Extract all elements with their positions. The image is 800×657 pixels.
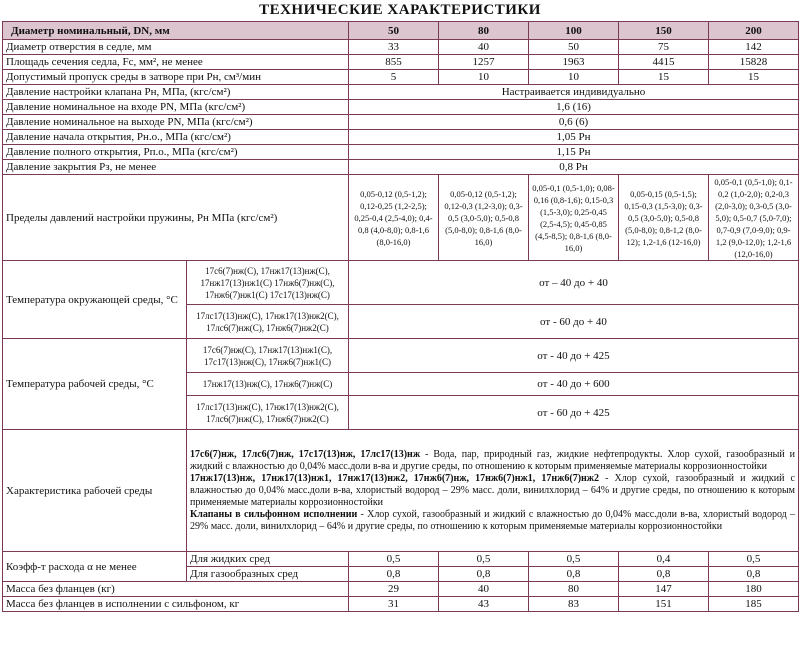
row-spring-range [3, 175, 799, 261]
row-mass [3, 582, 799, 597]
cell-value: 0,4 [619, 552, 709, 567]
cell-value: 180 [709, 582, 799, 597]
header-label: Диаметр номинальный, DN, мм [3, 22, 349, 40]
row-closing [3, 160, 799, 175]
row-full-opening [3, 145, 799, 160]
cell-spring-range: 0,05-0,12 (0,5-1,2); 0,12-0,25 (1,2-2,5); 0,25-0,4 (2,5-4,0); 0,4-0,8 (4,0-8,0); 0,8-1,6 (8,0-16,0) [349, 175, 439, 261]
cell-value: 1,05 Рн [349, 130, 799, 145]
cell-value: 50 [529, 40, 619, 55]
row-label: Давление начала открытия, Рн.о., МПа (кгс/см²) [3, 130, 349, 145]
cell-value: 75 [619, 40, 709, 55]
cell-value: 0,8 [349, 567, 439, 582]
dn-80: 80 [439, 22, 529, 40]
cell-value: 0,5 [709, 552, 799, 567]
cell-value: 40 [439, 582, 529, 597]
row-leakage [3, 70, 799, 85]
cell-value: 31 [349, 597, 439, 612]
cell-value: 15828 [709, 55, 799, 70]
sub-label: Для жидких сред [187, 552, 349, 567]
cell-value: 29 [349, 582, 439, 597]
row-label: Давление номинальное на входе PN, МПа (кгс/см²) [3, 100, 349, 115]
row-label: Давление настройки клапана Рн, МПа, (кгс/см²) [3, 85, 349, 100]
materials-cell: 17нж17(13)нж(С), 17нж6(7)нж(С) [187, 373, 349, 396]
specifications-table [2, 21, 799, 612]
row-label: Давление закрытия Рз, не менее [3, 160, 349, 175]
page-title: ТЕХНИЧЕСКИЕ ХАРАКТЕРИСТИКИ [259, 2, 541, 18]
cell-value: 40 [439, 40, 529, 55]
cell-value: 1257 [439, 55, 529, 70]
cell-value: 15 [709, 70, 799, 85]
row-label: Температура окружающей среды, °С [3, 261, 187, 339]
cell-value: 0,8 [529, 567, 619, 582]
materials-cell: 17с6(7)нж(С), 17нж17(13)нж1(С), 17с17(13)нж(С), 17нж6(7)нж1(С) [187, 339, 349, 373]
media-paragraph-1 [190, 449, 795, 473]
cell-value: 80 [529, 582, 619, 597]
media-paragraph-2 [190, 473, 795, 509]
materials-cell: 17с6(7)нж(С), 17нж17(13)нж(С), 17нж17(13)нж1(С) 17нж6(7)нж(С), 17нж6(7)нж1(С) 17с17(13)нж(С) [187, 261, 349, 305]
row-seat-area [3, 55, 799, 70]
cell-value: 0,6 (6) [349, 115, 799, 130]
cell-value: 147 [619, 582, 709, 597]
cell-value: 1,15 Рн [349, 145, 799, 160]
materials-cell: 17лс17(13)нж(С), 17нж17(13)нж2(С), 17лс6(7)нж(С), 17нж6(7)нж2(С) [187, 305, 349, 339]
cell-spring-range: 0,05-0,1 (0,5-1,0); 0,1-0,2 (1,0-2,0); 0,2-0,3 (2,0-3,0); 0,3-0,5 (3,0-5,0); 0,5-0,7 (5,0-7,0); 0,7-0,9 (7,0-9,0); 0,9-1,2 (9,0-12,0); 1,2-1,6 (12,0-16,0) [709, 175, 799, 261]
cell-value: 0,5 [529, 552, 619, 567]
cell-value: 15 [619, 70, 709, 85]
cell-value: 1963 [529, 55, 619, 70]
row-label: Масса без фланцев (кг) [3, 582, 349, 597]
cell-value: Настраивается индивидуально [349, 85, 799, 100]
cell-value: 83 [529, 597, 619, 612]
header-row [3, 22, 799, 40]
media-p1-text: - Вода, пар, природный газ, жидкие нефтепродукты. Хлор сухой, газообразный и жидкий с влажностью до 0,04% масс.доли в-ва и другие среды, по отношению к которым применяемые материалы коррозионностойки [190, 448, 796, 472]
dn-50: 50 [349, 22, 439, 40]
cell-value: 10 [529, 70, 619, 85]
dn-200: 200 [709, 22, 799, 40]
cell-value: 142 [709, 40, 799, 55]
cell-value: 151 [619, 597, 709, 612]
row-label: Масса без фланцев в исполнении с сильфоном, кг [3, 597, 349, 612]
materials-cell: 17лс17(13)нж(С), 17нж17(13)нж2(С), 17лс6(7)нж(С), 17нж6(7)нж2(С) [187, 396, 349, 430]
row-label: Характеристика рабочей среды [3, 430, 187, 552]
row-seat-diameter [3, 40, 799, 55]
row-mass-bellows [3, 597, 799, 612]
row-label: Площадь сечения седла, Fc, мм², не менее [3, 55, 349, 70]
media-paragraph-3 [190, 509, 795, 533]
cell-value: 0,8 Рн [349, 160, 799, 175]
row-opening-start [3, 130, 799, 145]
cell-value: 0,5 [439, 552, 529, 567]
row-label: Давление полного открытия, Рп.о., МПа (кгс/см²) [3, 145, 349, 160]
cell-value: 0,8 [619, 567, 709, 582]
cell-value: 0,5 [349, 552, 439, 567]
row-working-temp-1 [3, 339, 799, 373]
dn-150: 150 [619, 22, 709, 40]
temperature-range: от – 40 до + 40 [349, 261, 799, 305]
row-label: Диаметр отверстия в седле, мм [3, 40, 349, 55]
cell-value: 1,6 (16) [349, 100, 799, 115]
cell-value: 43 [439, 597, 529, 612]
cell-spring-range: 0,05-0,1 (0,5-1,0); 0,08-0,16 (0,8-1,6); 0,15-0,3 (1,5-3,0); 0,25-0,45 (2,5-4,5); 0,45-0,85 (4,5-8,5); 0,8-1,6 (8,0-16,0) [529, 175, 619, 261]
cell-value: 4415 [619, 55, 709, 70]
cell-value: 185 [709, 597, 799, 612]
cell-value: 33 [349, 40, 439, 55]
temperature-range: от - 40 до + 600 [349, 373, 799, 396]
media-p3-title: Клапаны в сильфонном исполнении [190, 508, 358, 520]
row-label: Пределы давлений настройки пружины, Рн МПа (кгс/см²) [3, 175, 349, 261]
temperature-range: от - 60 до + 40 [349, 305, 799, 339]
media-p1-grades: 17с6(7)нж, 17лс6(7)нж, 17с17(13)нж, 17лс17(13)нж [190, 448, 421, 460]
dn-100: 100 [529, 22, 619, 40]
cell-spring-range: 0,05-0,12 (0,5-1,2); 0,12-0,3 (1,2-3,0); 0,3-0,5 (3,0-5,0); 0,5-0,8 (5,0-8,0); 0,8-1,6 (8,0-16,0) [439, 175, 529, 261]
cell-value: 0,8 [439, 567, 529, 582]
cell-value: 5 [349, 70, 439, 85]
cell-value: 0,8 [709, 567, 799, 582]
row-label: Температура рабочей среды, °С [3, 339, 187, 430]
row-label: Допустимый пропуск среды в затворе при Рн, см³/мин [3, 70, 349, 85]
media-description [187, 430, 799, 552]
row-media [3, 430, 799, 552]
row-label: Коэфф-т расхода α не менее [3, 552, 187, 582]
media-p2-text: - Хлор сухой, газообразный и жидкий с влажностью до 0,04% масс.доли в-ва, хлористый водород – 29% масс. доли, винилхлорид – 64% и другие среды, по отношению к которым применяемые материалы коррозионностойки [190, 472, 795, 508]
cell-value: 855 [349, 55, 439, 70]
sub-label: Для газообразных сред [187, 567, 349, 582]
temperature-range: от - 60 до + 425 [349, 396, 799, 430]
row-inlet-pressure [3, 100, 799, 115]
media-p2-grades: 17нж17(13)нж, 17нж17(13)нж1, 17нж17(13)нж2, 17нж6(7)нж, 17нж6(7)нж1, 17нж6(7)нж2 [190, 472, 600, 484]
row-ambient-temp-1 [3, 261, 799, 305]
row-set-pressure [3, 85, 799, 100]
row-label: Давление номинальное на выходе PN, МПа (кгс/см²) [3, 115, 349, 130]
temperature-range: от - 40 до + 425 [349, 339, 799, 373]
cell-spring-range: 0,05-0,15 (0,5-1,5); 0,15-0,3 (1,5-3,0); 0,3-0,5 (3,0-5,0); 0,5-0,8 (5,0-8,0); 0,8-1,2 (8,0-12); 1,2-1,6 (12-16,0) [619, 175, 709, 261]
row-outlet-pressure [3, 115, 799, 130]
cell-value: 10 [439, 70, 529, 85]
media-p3-text: - Хлор сухой, газообразный и жидкий с влажностью до 0,04% масс.доли в-ва, хлористый водород – 29% масс. доли, винилхлорид – 64% и другие среды, по отношению к которым применяемые материалы коррозионностойки [190, 508, 795, 532]
row-flow-liquid [3, 552, 799, 567]
